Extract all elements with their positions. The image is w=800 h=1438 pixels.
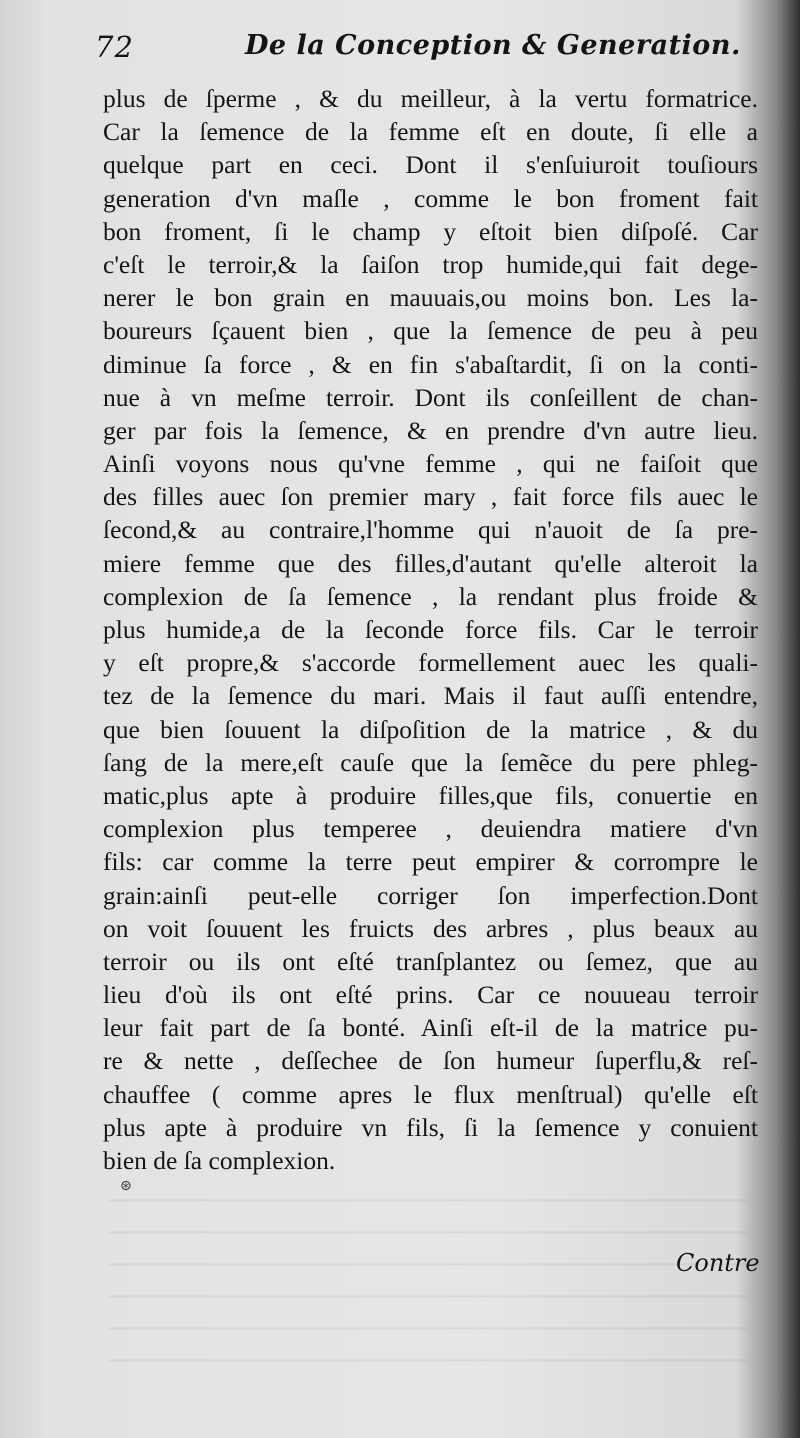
text-line: ger par fois la ſemence, & en prendre d'vn autre lieu. [103, 415, 758, 445]
text-line: Ainſi voyons nous qu'vne femme , qui ne faiſoit que [103, 449, 758, 479]
text-line: ſecond,& au contraire,l'homme qui n'auoit de ſa pre- [103, 515, 758, 545]
text-line: complexion de ſa ſemence , la rendant plus froide & [103, 581, 758, 611]
show-through-texture [108, 1185, 748, 1385]
text-line: que bien ſouuent la diſpoſition de la matrice , & du [103, 714, 758, 744]
page-number: 72 [95, 30, 134, 64]
text-line: leur fait part de ſa bonté. Ainſi eſt-il de la matrice pu- [103, 1013, 758, 1043]
text-line: on voit ſouuent les fruicts des arbres , plus beaux au [103, 913, 758, 943]
text-line: lieu d'où ils ont eſté prins. Car ce nouueau terroir [103, 980, 758, 1010]
text-line: boureurs ſçauent bien , que la ſemence de peu à peu [103, 316, 758, 346]
text-line: plus de ſperme , & du meilleur, à la vertu formatrice. [103, 84, 758, 113]
text-line: generation d'vn maſle , comme le bon froment fait [103, 183, 758, 213]
text-line: y eſt propre,& s'accorde formellement auec les quali- [103, 648, 758, 678]
text-line: ſang de la mere,eſt cauſe que la ſemẽce du pere phleg- [103, 747, 758, 777]
text-line: complexion plus temperee , deuiendra matiere d'vn [103, 814, 758, 844]
text-line: chauffee ( comme apres le flux menſtrual) qu'elle eſt [103, 1079, 758, 1109]
body-text [103, 82, 758, 1177]
text-line: re & nette , deſſechee de ſon humeur ſuperflu,& reſ- [103, 1046, 758, 1076]
text-line: grain:ainſi peut-elle corriger ſon imperfection.Dont [103, 880, 758, 910]
text-line: fils: car comme la terre peut empirer & corrompre le [103, 847, 758, 877]
text-line: plus apte à produire vn fils, ſi la ſemence y conuient [103, 1112, 758, 1142]
text-line: nerer le bon grain en mauuais,ou moins bon. Les la- [103, 283, 758, 313]
text-line: nue à vn meſme terroir. Dont ils conſeillent de chan- [103, 382, 758, 412]
text-line: plus humide,a de la ſeconde force fils. Car le terroir [103, 615, 758, 644]
text-line: matic,plus apte à produire filles,que fils, conuertie en [103, 780, 758, 810]
running-title: De la Conception & Generation. [245, 30, 741, 61]
text-line: Car la ſemence de la femme eſt en doute, ſi elle a [103, 117, 758, 147]
text-line: bon froment, ſi le champ y eſtoit bien diſpoſé. Car [103, 216, 758, 246]
text-line: miere femme que des filles,d'autant qu'elle alteroit la [103, 548, 758, 578]
text-line: c'eſt le terroir,& la ſaiſon trop humide,qui fait dege- [103, 249, 758, 279]
text-line: des filles auec ſon premier mary , fait force fils auec le [103, 482, 758, 512]
catchword: Contre [676, 1249, 760, 1277]
text-line: diminue ſa force , & en fin s'abaſtardit, ſi on la conti- [103, 349, 758, 379]
text-line: tez de la ſemence du mari. Mais il faut auſſi entendre, [103, 681, 758, 711]
page-header [95, 22, 765, 72]
ornament-mark: ⊛ [120, 1178, 132, 1194]
text-line: bien de ſa complexion. [103, 1146, 336, 1175]
text-line: terroir ou ils ont eſté tranſplantez ou ſemez, que au [103, 946, 758, 976]
text-line: quelque part en ceci. Dont il s'enſuiuroit touſiours [103, 150, 758, 180]
